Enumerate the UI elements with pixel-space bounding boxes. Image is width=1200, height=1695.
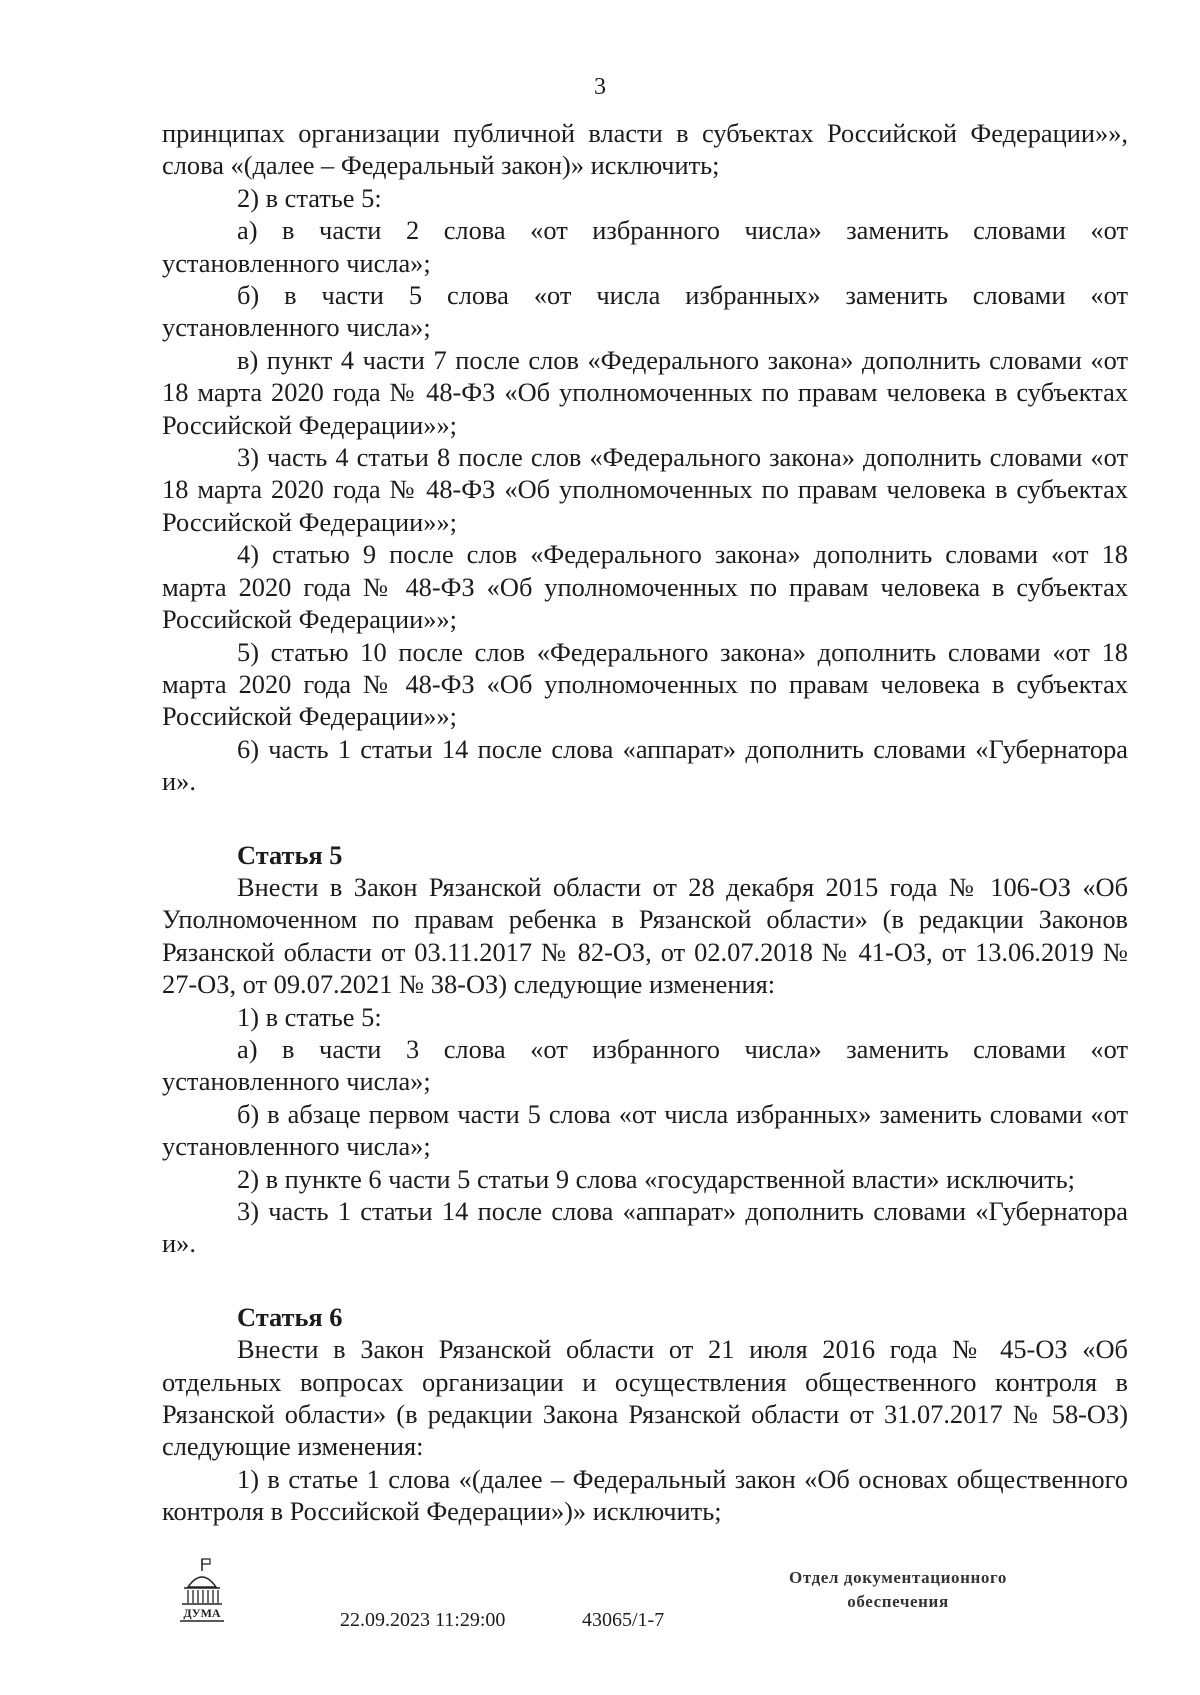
body-paragraph: принципах организации публичной власти в субъектах Российской Федерации»», слова «(далее – Федеральный закон)» исключить; [162, 118, 1128, 181]
body-paragraph: 1) в статье 5: [237, 1001, 382, 1032]
body-paragraph: 6) часть 1 статьи 14 после слова «аппарат» дополнить словами «Губернатора и». [162, 733, 1128, 797]
article-heading: Статья 5 [237, 839, 343, 870]
body-paragraph: а) в части 2 слова «от избранного числа» заменить словами «от установленного числа»; [162, 215, 1128, 278]
body-paragraph: 2) в пункте 6 части 5 статьи 9 слова «государственной власти» исключить; [237, 1163, 1075, 1194]
footer-datetime: 22.09.2023 11:29:00 [340, 1609, 506, 1631]
body-paragraph: 3) часть 1 статьи 14 после слова «аппарат» дополнить словами «Губернатора и». [162, 1196, 1128, 1259]
body-paragraph: б) в абзаце первом части 5 слова «от числа избранных» заменить словами «от установленного числа»; [162, 1098, 1128, 1162]
footer-department [760, 1566, 1036, 1614]
body-paragraph: 3) часть 4 статьи 8 после слов «Федерального закона» дополнить словами «от 18 марта 2020 года № 48-ФЗ «Об уполномоченных по правам человека в субъектах Российской Федерации»»; [162, 442, 1128, 537]
body-paragraph: Внести в Закон Рязанской области от 28 декабря 2015 года № 106-ОЗ «Об Уполномоченном по правам ребенка в Рязанской области» (в редакции Законов Рязанской области от 03.11.2017 № 82-ОЗ, от 02.07.2018 № 41-ОЗ, от 13.06.2019 № 27-ОЗ, от 09.07.2021 № 38-ОЗ) следующие изменения: [162, 871, 1128, 1000]
body-paragraph: Внести в Закон Рязанской области от 21 июля 2016 года № 45-ОЗ «Об отдельных вопросах организации и осуществления общественного контроля в Рязанской области» (в редакции Закона Рязанской области от 31.07.2017 № 58-ОЗ) следующие изменения: [162, 1334, 1128, 1462]
body-paragraph: 4) статью 9 после слов «Федерального закона» дополнить словами «от 18 марта 2020 года № 48-ФЗ «Об уполномоченных по правам человека в субъектах Российской Федерации»»; [162, 539, 1128, 635]
body-paragraph: а) в части 3 слова «от избранного числа» заменить словами «от установленного числа»; [162, 1033, 1128, 1097]
footer-department-line2: обеспечения [847, 1592, 949, 1611]
body-paragraph: 1) в статье 1 слова «(далее – Федеральный закон «Об основах общественного контроля в Российской Федерации»)» исключить; [162, 1463, 1128, 1527]
document-body [162, 117, 1128, 1528]
logo-text: ДУМА [183, 1606, 221, 1620]
article-heading: Статья 6 [237, 1301, 343, 1332]
body-paragraph: 5) статью 10 после слов «Федерального закона» дополнить словами «от 18 марта 2020 года № 48-ФЗ «Об уполномоченных по правам человека в субъектах Российской Федерации»»; [162, 636, 1128, 732]
footer-department-line1: Отдел документационного [789, 1568, 1007, 1587]
duma-building-icon [174, 1557, 230, 1629]
body-paragraph: 2) в статье 5: [237, 182, 382, 213]
footer-doc-number: 43065/1-7 [582, 1609, 665, 1631]
body-paragraph: б) в части 5 слова «от числа избранных» заменить словами «от установленного числа»; [162, 280, 1128, 343]
page-number: 3 [594, 74, 606, 100]
body-paragraph: в) пункт 4 части 7 после слов «Федерального закона» дополнить словами «от 18 марта 2020 года № 48-ФЗ «Об уполномоченных по правам человека в субъектах Российской Федерации»»; [162, 344, 1128, 440]
